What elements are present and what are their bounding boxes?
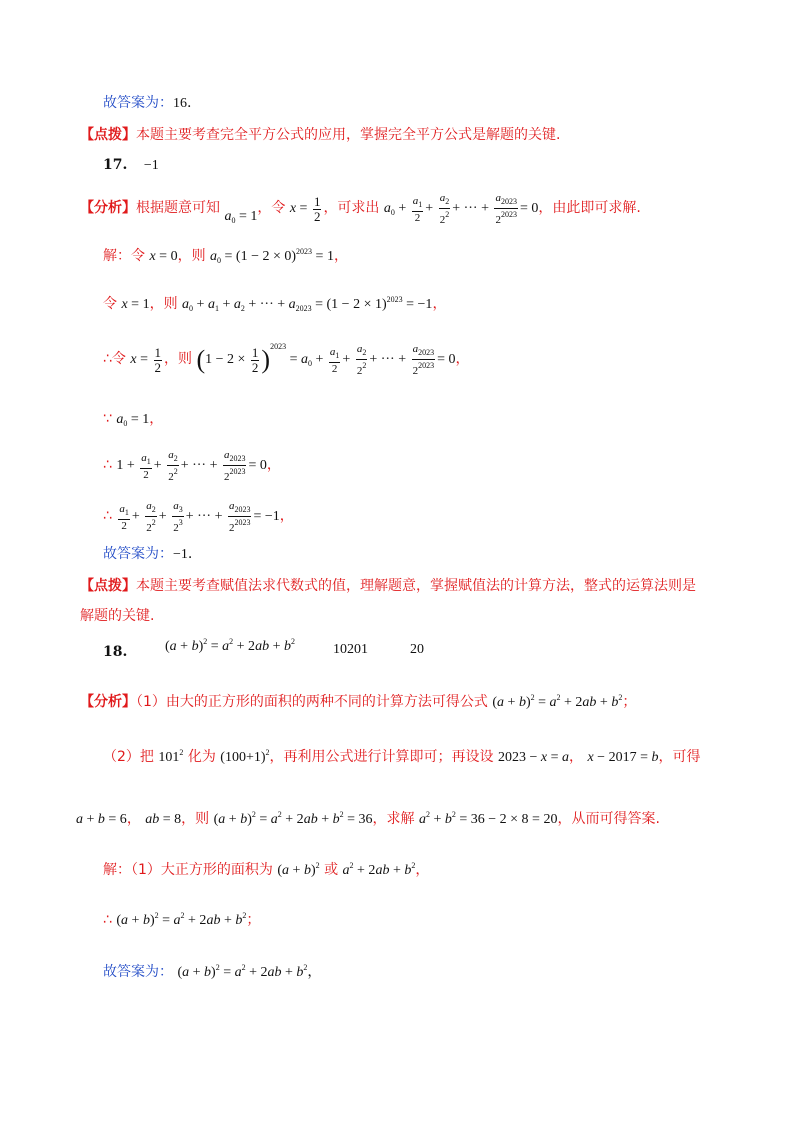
solution-comma: ， [333, 248, 348, 264]
analysis-end: ； [622, 694, 637, 710]
solution-comma: ， [279, 508, 294, 525]
solution-17-line-1 [103, 248, 348, 265]
blank-value: 10201 [333, 642, 368, 657]
solution-comma: ， [149, 411, 164, 427]
solution-17-line-5 [103, 449, 281, 483]
math-a-plus-b-squared: $(a + b)^2$ [277, 861, 320, 878]
analysis-tag: 【分析】 [80, 694, 136, 710]
math-square-formula: $(a + b)^2 = a^2 + 2ab + b^2$ [492, 693, 623, 710]
question-18-blank-1 [165, 638, 295, 654]
math-x-eq-1: x = 1 [121, 297, 150, 312]
analysis-text: ，求解 [372, 811, 415, 827]
question-number: 17. [103, 157, 128, 173]
answer-label: 故答案为： [103, 546, 173, 562]
answer-end: . [187, 95, 192, 111]
math-100-plus-1-squared: $(100+1)^2$ [220, 748, 270, 765]
solution-text: 解：（1）大正方形的面积为 [103, 862, 273, 878]
math-a-plus-b: a + b = 6 [76, 812, 127, 827]
math-expanded: $a^2 + 2ab + b^2$ [342, 861, 416, 878]
answer-line-18 [103, 964, 321, 980]
tip-text-continued: 解题的关键. [80, 608, 155, 624]
solution-text: ，则 [164, 351, 192, 368]
tip-tag: 【点拨】 [80, 578, 136, 594]
analysis-text: ，再利用公式进行计算即可；再设设 [269, 749, 494, 765]
math-sum-squares-20: $a^2 + b^2 = 36 - 2 \times 8 = 20$ [418, 810, 558, 827]
solution-17-line-3 [103, 343, 470, 377]
math-series-neg1: $\frac{a_1}{2}$ + $\frac{a_2}{2^2}$ + $\frac{a_3}{2^3}$ + ··· + $\frac{a_{2023}}{2^{2023}}$ = −1 [119, 500, 280, 534]
analysis-text: ，可得 [658, 749, 701, 765]
answer-end: ， [307, 964, 322, 980]
math-sum-eq-neg1: $a_0 + a_1 + a_2$ + ··· + $a_{2023} = (1 - 2 \times 1)^{2023} = -1$ [182, 295, 433, 313]
solution-text: ，则 [149, 296, 178, 312]
solution-end: ； [246, 912, 261, 928]
solution-text: ∴令 [103, 351, 126, 368]
analysis-17 [80, 192, 641, 226]
math-square-formula: $(a + b)^2 = a^2 + 2ab + b^2$ [116, 911, 247, 928]
question-18-header [103, 645, 127, 659]
math-ab: ab = 8 [145, 812, 182, 827]
math-one-plus-series: 1 + $\frac{a_1}{2}$ + $\frac{a_2}{2^2}$ + ··· + $\frac{a_{2023}}{2^{2023}}$ = 0 [116, 449, 267, 483]
math-2023-minus-x: 2023 − x = a [497, 750, 569, 765]
because-symbol: ∵ [103, 411, 112, 427]
question-17-header [103, 158, 159, 173]
math-square-36: $(a + b)^2 = a^2 + 2ab + b^2 = 36$ [213, 810, 373, 827]
math-101-squared: $101^2$ [158, 748, 184, 765]
analysis-text: （1）由大的正方形的面积的两种不同的计算方法可得公式 [136, 694, 488, 710]
answer-value: −1 [173, 547, 188, 562]
question-18-blank-3 [410, 642, 424, 657]
analysis-18-line-3 [76, 811, 660, 827]
math-a0-value: $a_0 = (1 - 2 \times 0)^{2023} = 1$ [210, 247, 334, 265]
answer-end: . [187, 546, 193, 562]
math-x-half: x = $\frac{1}{2}$ [289, 193, 321, 224]
tip-tag: 【点拨】 [80, 127, 136, 143]
solution-comma: ， [455, 351, 470, 368]
solution-text: ，则 [177, 248, 206, 264]
question-18-blank-2 [333, 642, 368, 657]
tip-line-17-2 [80, 609, 154, 623]
solution-17-line-2 [103, 296, 446, 313]
tip-text: 本题主要考查赋值法求代数式的值，理解题意，掌握赋值法的计算方法，整式的运算法则是 [136, 578, 696, 594]
analysis-text: ， [126, 811, 141, 827]
analysis-18-line-1 [80, 694, 636, 710]
analysis-tag: 【分析】 [80, 200, 136, 217]
solution-comma: ， [432, 296, 447, 312]
solution-text: 令 [103, 296, 117, 312]
analysis-18-line-2: （2）把 $101^2$ 化为 $(100+1)^2$，再利用公式进行计算即可；再设设 2023 − x = a， x − 2017 = b，可得 [103, 748, 701, 765]
therefore-symbol: ∴ [103, 508, 112, 525]
math-x-half: x = $\frac{1}{2}$ [130, 344, 161, 375]
solution-text: 或 [324, 862, 339, 878]
tip-line-16 [80, 128, 560, 142]
answer-value: 16 [173, 96, 187, 111]
math-half-expansion: (1 − 2 × $\frac{1}{2}$ )$^{2023} = a_0$ + $\frac{a_1}{2}$ + $\frac{a_2}{2^2}$ + ··· + $\frac{a_{2023}}{2^{2023}}$ = 0 [196, 342, 456, 377]
solution-17-line-4 [103, 412, 163, 428]
tip-line-17-1 [80, 579, 696, 593]
math-x-eq-0: x = 0 [149, 249, 178, 264]
analysis-text-4: ，由此即可求解. [538, 200, 641, 217]
therefore-symbol: ∴ [103, 912, 112, 928]
answer-line-16 [103, 96, 191, 111]
solution-18-line-1 [103, 862, 429, 878]
solution-end: ， [415, 862, 430, 878]
answer-line-17 [103, 547, 192, 562]
math-x-minus-2017: x − 2017 = b [587, 750, 659, 765]
analysis-text: 化为 [187, 749, 216, 765]
solution-comma: ， [266, 457, 281, 474]
analysis-text-2: ，令 [257, 200, 286, 217]
blank-value: 20 [410, 642, 424, 657]
therefore-symbol: ∴ [103, 457, 112, 474]
analysis-text: ，从而可得答案. [557, 811, 660, 827]
tip-text: 本题主要考查完全平方公式的应用，掌握完全平方公式是解题的关键. [136, 127, 561, 143]
question-number: 18. [103, 644, 128, 660]
math-a0-eq-1: $a_0 = 1$ [116, 412, 150, 428]
analysis-text: （2）把 [103, 749, 154, 765]
solution-17-line-6 [103, 500, 294, 534]
answer-label: 故答案为： [103, 964, 173, 980]
analysis-text-3: ，可求出 [323, 200, 380, 217]
analysis-text-1: 根据题意可知 [136, 200, 220, 217]
solution-18-line-2 [103, 912, 260, 928]
math-a0-eq-1: $a_0 = 1$ [224, 209, 258, 226]
solution-text: 解：令 [103, 248, 145, 264]
analysis-text: ，则 [181, 811, 210, 827]
math-series-zero: $a_0$ + $\frac{a_1}{2}$ + $\frac{a_2}{2^2}$ + ··· + $\frac{a_{2023}}{2^{2023}}$ = 0 [383, 192, 539, 226]
answer-label: 故答案为： [103, 95, 173, 111]
math-square-formula: $(a + b)^2 = a^2 + 2ab + b^2$ [165, 637, 295, 654]
question-answer: −1 [143, 158, 159, 173]
math-square-formula: $(a + b)^2 = a^2 + 2ab + b^2$ [177, 963, 308, 980]
